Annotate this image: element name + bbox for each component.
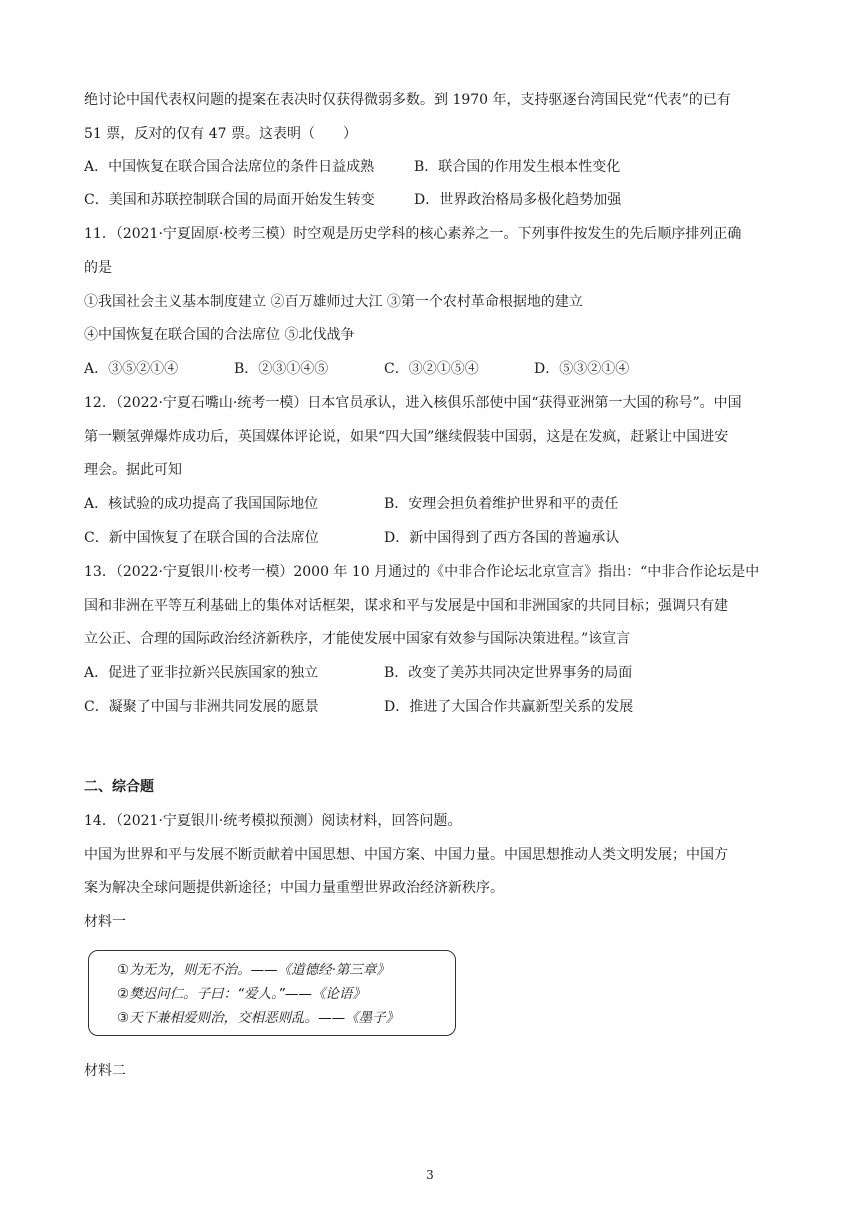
q12-option-a[interactable]: A．核试验的成功提高了我国国际地位 bbox=[84, 496, 319, 512]
quote-mozi: ③天下兼相爱则治，交相恶则乱。——《墨子》 bbox=[117, 1010, 400, 1026]
q10-stem-line-1: 绝讨论中国代表权问题的提案在表决时仅获得微弱多数。到 1970 年，支持驱逐台湾国民党“代表”的已有 bbox=[84, 92, 731, 108]
material-2-label: 材料二 bbox=[84, 1063, 126, 1079]
material-1-label: 材料一 bbox=[84, 914, 126, 930]
q13-stem-line-2: 国和非洲在平等互利基础上的集体对话框架，谋求和平与发展是中国和非洲国家的共同目标；强调只有建 bbox=[84, 598, 728, 614]
material-1-quote-box bbox=[88, 950, 456, 1036]
quote-daodejing: ①为无为，则无不治。——《道德经·第三章》 bbox=[117, 962, 390, 978]
q10-option-d[interactable]: D．世界政治格局多极化趋势加强 bbox=[414, 192, 622, 208]
q11-items-line-1: ①我国社会主义基本制度建立 ②百万雄师过大江 ③第一个农村革命根据地的建立 bbox=[84, 294, 583, 310]
q13-stem-line-1: 13．（2022·宁夏银川·校考一模）2000 年 10 月通过的《中非合作论坛北京宣言》指出：“中非合作论坛是中 bbox=[84, 564, 760, 580]
q12-stem-line-2: 第一颗氢弹爆炸成功后，英国媒体评论说，如果“四大国”继续假装中国弱，这是在发疯，赶紧让中国进安 bbox=[84, 429, 729, 445]
q14-stem-line-3: 案为解决全球问题提供新途径；中国力量重塑世界政治经济新秩序。 bbox=[84, 880, 504, 896]
q13-stem-line-3: 立公正、合理的国际政治经济新秩序，才能使发展中国家有效参与国际决策进程。”该宣言 bbox=[84, 631, 631, 647]
q10-option-a[interactable]: A．中国恢复在联合国合法席位的条件日益成熟 bbox=[84, 159, 375, 175]
q11-stem-line-2: 的是 bbox=[84, 260, 112, 276]
q13-option-d[interactable]: D．推进了大国合作共赢新型关系的发展 bbox=[384, 699, 634, 715]
q11-option-d[interactable]: D．⑤③②①④ bbox=[534, 361, 630, 377]
q11-option-a[interactable]: A．③⑤②①④ bbox=[84, 361, 179, 377]
q14-stem-line-2: 中国为世界和平与发展不断贡献着中国思想、中国方案、中国力量。中国思想推动人类文明发展；中国方 bbox=[84, 847, 728, 863]
q11-stem-line-1: 11．（2021·宁夏固原·校考三模）时空观是历史学科的核心素养之一。下列事件按发生的先后顺序排列正确 bbox=[84, 226, 742, 242]
quote-lunyu: ②樊迟问仁。子曰：“爱人。”——《论语》 bbox=[117, 986, 366, 1002]
q12-option-c[interactable]: C．新中国恢复了在联合国的合法席位 bbox=[84, 530, 319, 546]
section-title: 二、综合题 bbox=[84, 779, 154, 795]
q10-option-b[interactable]: B．联合国的作用发生根本性变化 bbox=[414, 159, 621, 175]
q13-option-b[interactable]: B．改变了美苏共同决定世界事务的局面 bbox=[384, 665, 633, 681]
q12-option-d[interactable]: D．新中国得到了西方各国的普遍承认 bbox=[384, 530, 620, 546]
q11-items-line-2: ④中国恢复在联合国的合法席位 ⑤北伐战争 bbox=[84, 327, 355, 343]
q12-stem-line-3: 理会。据此可知 bbox=[84, 462, 182, 478]
q12-option-b[interactable]: B．安理会担负着维护世界和平的责任 bbox=[384, 496, 619, 512]
q11-option-b[interactable]: B．②③①④⑤ bbox=[234, 361, 329, 377]
q13-option-a[interactable]: A．促进了亚非拉新兴民族国家的独立 bbox=[84, 665, 319, 681]
q14-stem-line-1: 14．（2021·宁夏银川·统考模拟预测）阅读材料，回答问题。 bbox=[84, 813, 462, 829]
q13-option-c[interactable]: C．凝聚了中国与非洲共同发展的愿景 bbox=[84, 699, 319, 715]
q11-option-c[interactable]: C．③②①⑤④ bbox=[384, 361, 479, 377]
q10-stem-line-2: 51 票，反对的仅有 47 票。这表明（ ） bbox=[84, 126, 357, 142]
q10-option-c[interactable]: C．美国和苏联控制联合国的局面开始发生转变 bbox=[84, 192, 375, 208]
q12-stem-line-1: 12．（2022·宁夏石嘴山·统考一模）日本官员承认，进入核俱乐部使中国“获得亚洲第一大国的称号”。中国 bbox=[84, 395, 742, 411]
page-number: 3 bbox=[426, 1168, 434, 1182]
